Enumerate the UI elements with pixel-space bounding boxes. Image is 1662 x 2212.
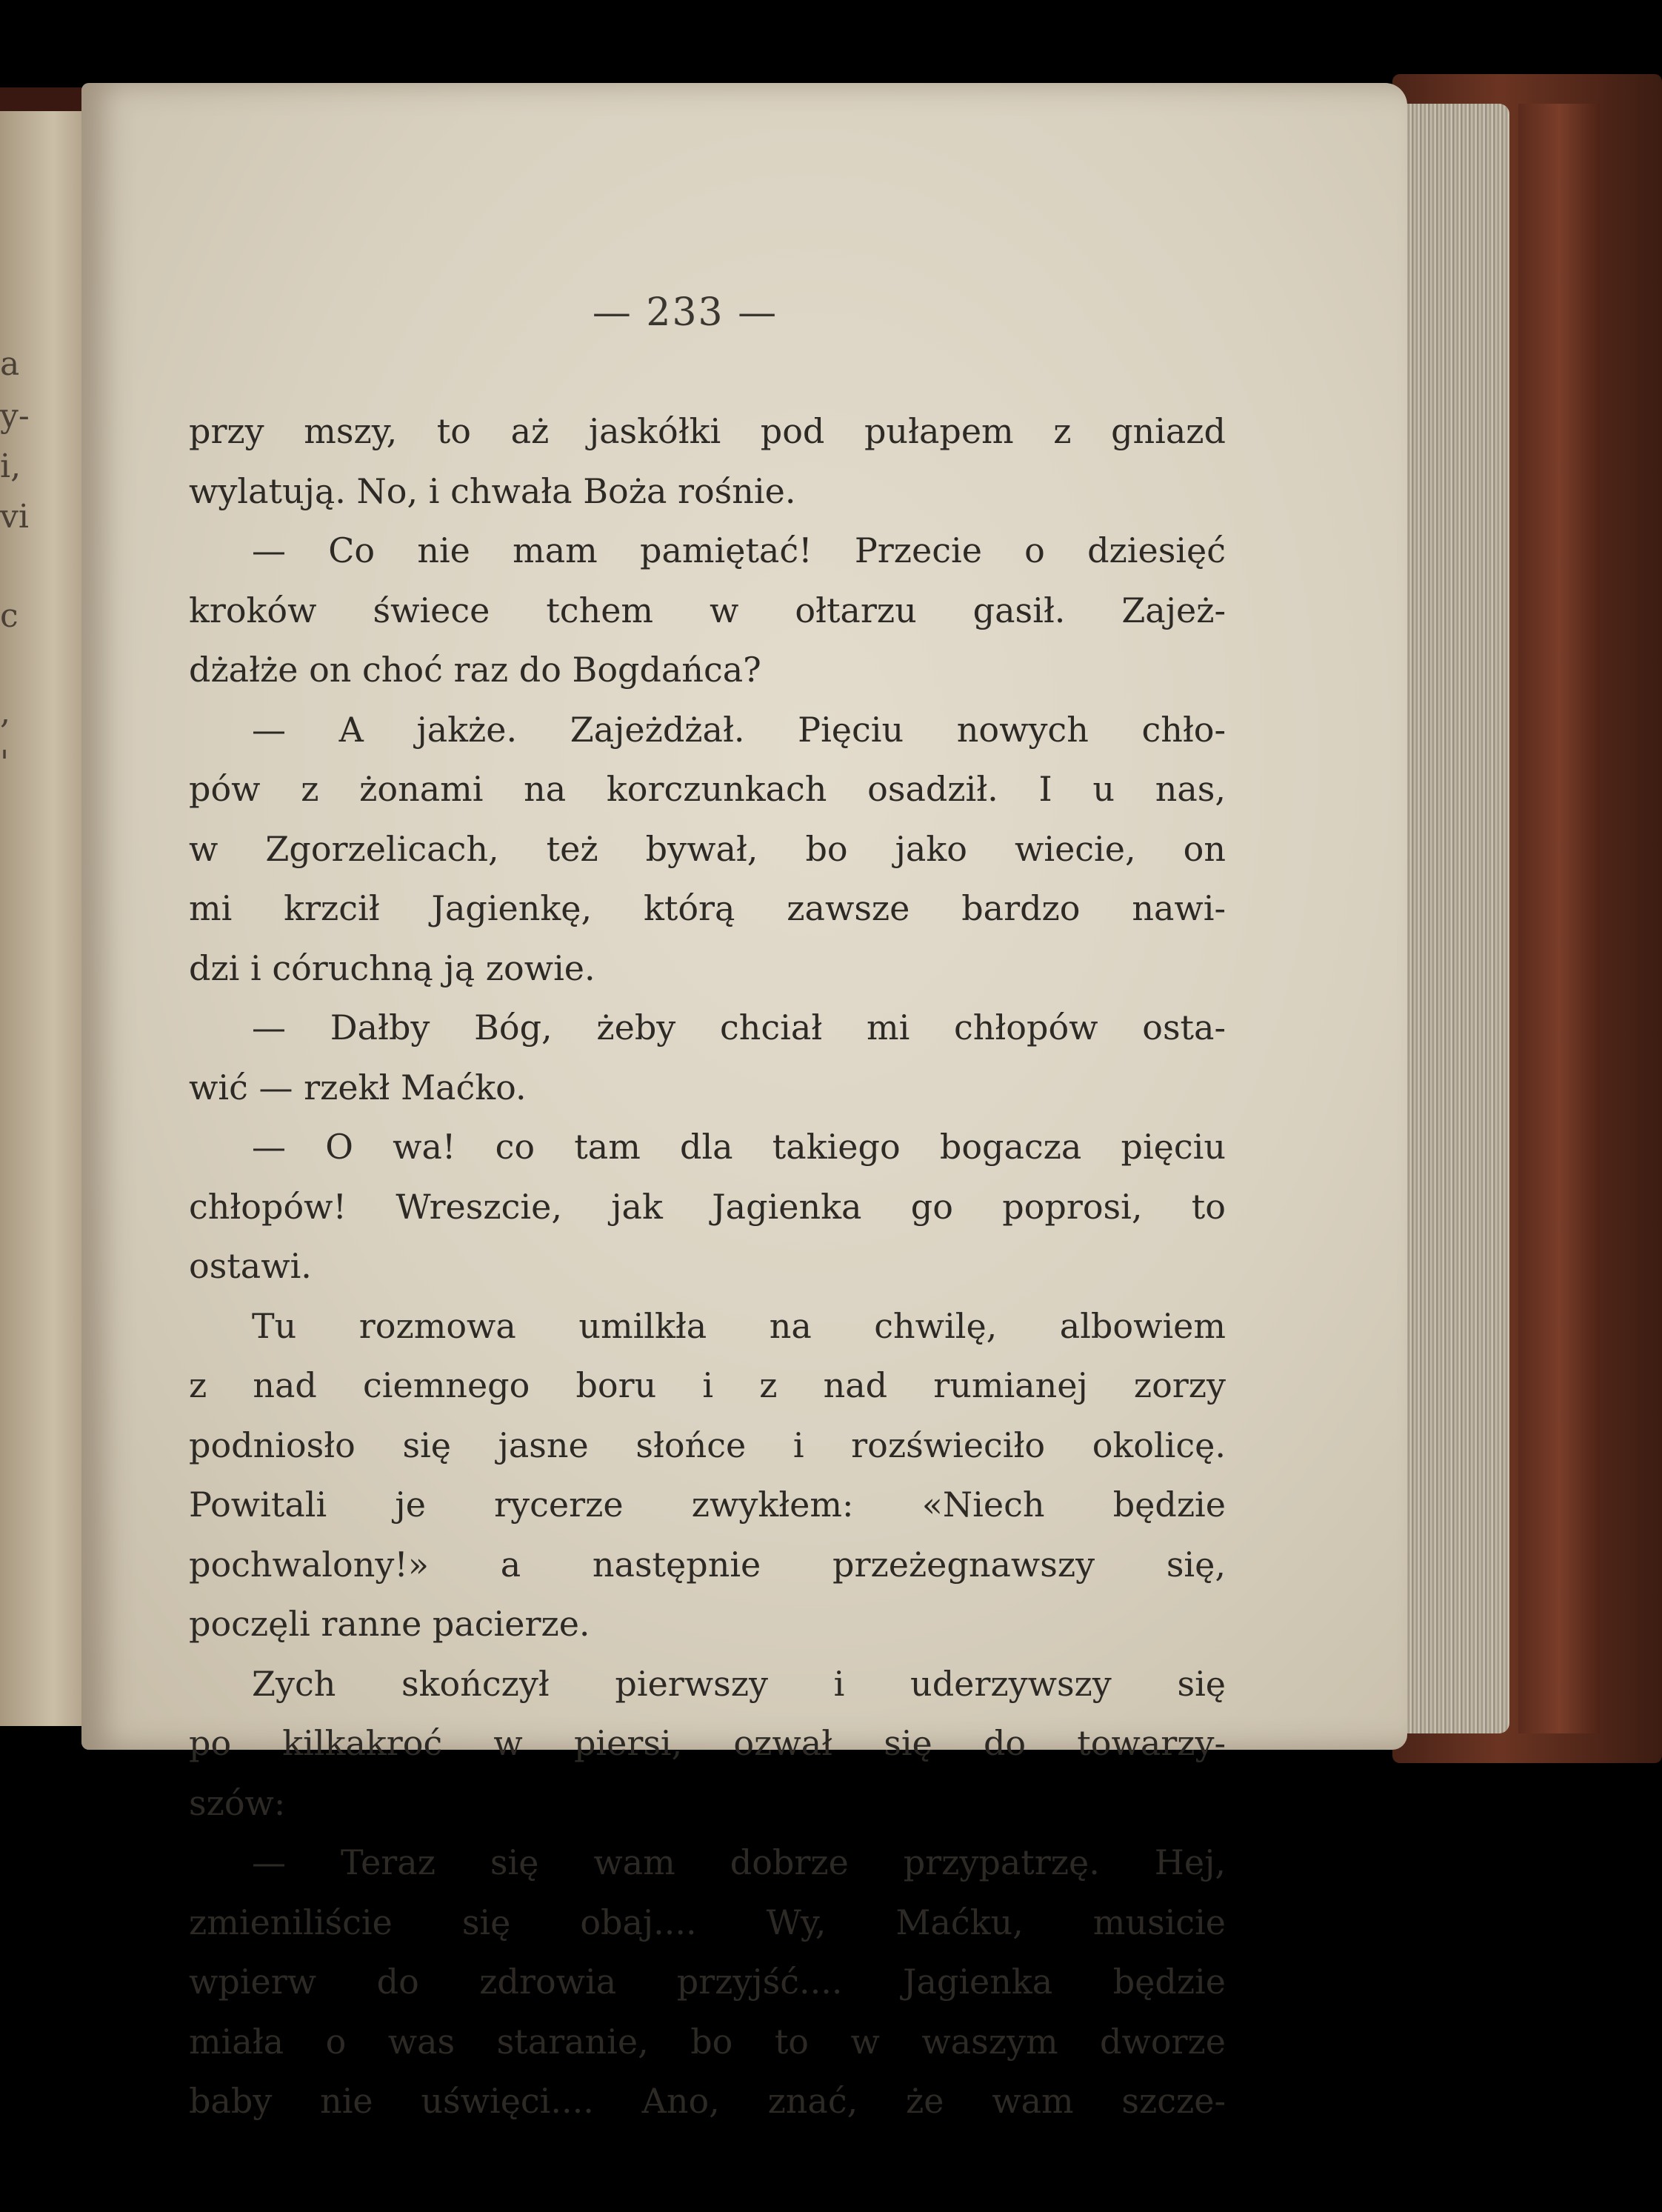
text-line: po kilkakroć w piersi, ozwał się do towarzy-	[189, 1723, 1226, 1763]
text-line: — Teraz się wam dobrze przypatrzę. Hej,	[252, 1842, 1226, 1882]
text-line: Tu rozmowa umilkła na chwilę, albowiem	[252, 1305, 1226, 1346]
left-fragment: vi	[0, 498, 29, 536]
text-line: pochwalony!» a następnie przeżegnawszy się,	[189, 1544, 1226, 1585]
left-fragment: i,	[0, 447, 21, 485]
text-line: — A jakże. Zajeżdżał. Pięciu nowych chło-	[252, 709, 1226, 750]
book-page	[81, 83, 1407, 2121]
text-line: dżałże on choć raz do Bogdańca?	[189, 650, 761, 690]
text-line: wić — rzekł Maćko.	[189, 1067, 527, 1107]
text-line: poczęli ranne pacierze.	[189, 1604, 590, 1644]
text-line: wpierw do zdrowia przyjść.... Jagienka będzie	[189, 1962, 1226, 2002]
page-number: — 233 —	[592, 290, 778, 335]
left-fragment: a	[0, 345, 20, 383]
text-line: kroków świece tchem w ołtarzu gasił. Zajeż-	[189, 590, 1226, 630]
text-line: — O wa! co tam dla takiego bogacza pięciu	[252, 1127, 1226, 1167]
text-line: — Dałby Bóg, żeby chciał mi chłopów osta-	[252, 1007, 1226, 1047]
text-line: przy mszy, to aż jaskółki pod pułapem z gniazd	[189, 411, 1226, 451]
text-line: w Zgorzelicach, też bywał, bo jako wiecie, on	[189, 828, 1226, 869]
page-text	[189, 402, 1226, 2131]
text-line: mi krzcił Jagienkę, którą zawsze bardzo nawi-	[189, 888, 1226, 928]
text-line: wylatują. No, i chwała Boża rośnie.	[189, 470, 796, 511]
text-line: z nad ciemnego boru i z nad rumianej zorzy	[189, 1365, 1226, 1405]
text-line: chłopów! Wreszcie, jak Jagienka go poprosi, to	[189, 1186, 1226, 1227]
text-line: zmieniliście się obaj.... Wy, Maćku, musicie	[189, 1902, 1226, 1942]
text-line: dzi i córuchną ją zowie.	[189, 947, 595, 988]
text-line: Zych skończył pierwszy i uderzywszy się	[252, 1663, 1226, 1704]
text-line: Powitali je rycerze zwykłem: «Niech będzie	[189, 1485, 1226, 1525]
text-line: pów z żonami na korczunkach osadził. I u nas,	[189, 769, 1226, 809]
text-line: podniosło się jasne słońce i rozświeciło okolicę.	[189, 1425, 1226, 1465]
page-stack-edge	[1398, 104, 1509, 1733]
left-page-fragments	[0, 111, 59, 1726]
text-line: szów:	[189, 1782, 286, 1823]
text-line: — Co nie mam pamiętać! Przecie o dziesięć	[252, 530, 1226, 570]
left-fragment: ,	[0, 693, 10, 731]
left-fragment: '	[0, 744, 10, 782]
left-fragment: c	[0, 597, 19, 635]
left-fragment: y-	[0, 397, 30, 435]
text-line: miała o was staranie, bo to w waszym dworze	[189, 2021, 1226, 2062]
cover-spine-strip	[1518, 104, 1600, 1733]
text-line: ostawi.	[189, 1246, 312, 1286]
text-line: baby nie uświęci.... Ano, znać, że wam szcze-	[189, 2081, 1226, 2121]
